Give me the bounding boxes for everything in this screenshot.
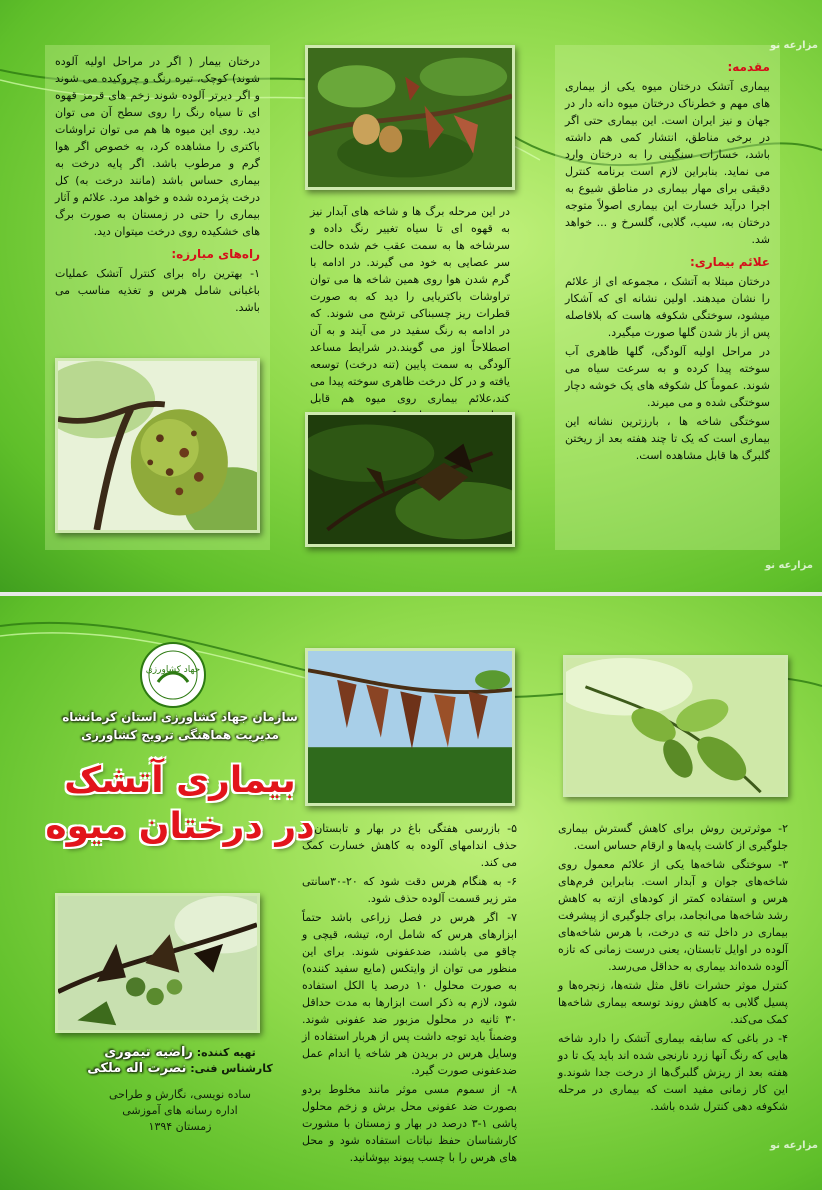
control-step-3: ۳- سوختگی شاخه‌ها یکی از علائم معمول روی شاخه‌های جوان و آبدار است. بنابراین فرم‌های هرس و استفاده کمتر از کودهای ازته به کاهش رشد شاخه‌ها می‌انجامد، برای جلوگیری از پیشرفت بیماری در داخل تنه ی درخت، با هرس شاخه‌های آلوده در اوایل تابستان، یعنی درست زمانی که تازه آلوده شده‌اند بیماری به حداقل می‌رسد. bbox=[558, 858, 788, 973]
design-line-3: زمستان ۱۳۹۴ bbox=[148, 1120, 212, 1133]
control-step-2: ۲- موثرترین روش برای کاهش گسترش بیماری جلوگیری از کاشت پایه‌ها و ارقام حساس است. bbox=[558, 822, 788, 852]
young-shoot-photo bbox=[563, 655, 788, 797]
prepared-by-name: راضیه تیموری bbox=[104, 1045, 193, 1060]
title-line-2: در درختان میوه bbox=[45, 806, 315, 847]
brochure-title bbox=[40, 758, 320, 850]
expert-label: کارشناس فنی: bbox=[190, 1062, 273, 1075]
intro-text: بیماری آتشک درختان میوه یکی از بیماری های مهم و خطرناک درختان میوه دانه دار در جهان و نیز ایران است. این بیماری حتی اگر در برخی مناطق، انتشار کمی هم داشته باشد، خسارات سنگینی را به درختان وارد می نماید. بنابراین لازم است برنامه کنترل دقیقی برای مهار بیماری در مناطق شیوع به اجرا درآید خسارت این بیماری اصولاً متوجه درختان به، سیب، گلابی، گلسرخ و ... خواهد شد. bbox=[565, 80, 770, 246]
org-line-2: مدیریت هماهنگی ترویج کشاورزی bbox=[81, 728, 279, 742]
symptoms-paragraph-2: در مراحل اولیه آلودگی، گلها ظاهری آب سوخته پیدا کرده و به سرعت سیاه می شوند. عموماً کل شکوفه های یک خوشه دچار سوختگی شده و می میرند. bbox=[565, 345, 770, 409]
control-steps-right-panel bbox=[548, 812, 798, 1132]
symptoms-paragraph-3: سوختگی شاخه ها ، بارزترین نشانه این بیماری است که یک تا چند هفته بعد از ریختن گلبرگ ها قابل مشاهده است. bbox=[565, 415, 770, 462]
jihad-logo bbox=[138, 640, 208, 710]
title-line-1: بیماری آتشک bbox=[64, 760, 296, 801]
intro-heading: مقدمه: bbox=[727, 60, 770, 74]
control-step-1: ۱- بهترین راه برای کنترل آتشک عملیات باغبانی شامل هرس و تغذیه مناسب می باشد. bbox=[55, 267, 260, 314]
control-step-3-vectors: کنترل موثر حشرات ناقل مثل شته‌ها، زنجره‌ها و پسیل گلابی به کاهش روند توسعه بیماری شاخه‌ها کمک می‌کند. bbox=[558, 979, 788, 1026]
design-line-2: اداره رسانه های آموزشی bbox=[122, 1104, 238, 1117]
spotted-fruit-photo bbox=[55, 358, 260, 533]
symptoms-paragraph-1: درختان مبتلا به آتشک ، مجموعه ای از علائم را نشان میدهند. اولین نشانه ای که آشکار میشود، سوختگی شکوفه هاست که بلافاصله پس از باز شدن گلها صورت میگیرد. bbox=[565, 275, 770, 339]
prepared-by-row bbox=[60, 1045, 300, 1061]
blighted-branch-photo bbox=[305, 648, 515, 806]
fruit-damage-text: درختان بیمار ( اگر در مراحل اولیه آلوده شوند) کوچک، تیره رنگ و چروکیده می شوند و اگر دیرتر آلوده شوند زخم های قرمز قهوه ای تا سیاه رنگ را روی سطح آن می توان دید. روی این میوه ها هم می توان تراوشات باکتری را مشاهده کرد، به خصوص اگر هوا گرم و مرطوب باشد. اگر پایه درخت به بیماری حساس باشد (مانند درخت به) کل درخت پژمرده شده و خواهد مرد. علائم و آثار بیماری را حتی در زمستان به صورت برگ های خشکیده روی درخت میتوان دید. bbox=[55, 55, 260, 238]
control-step-4: ۴- در باغی که سابقه بیماری آتشک را دارد شاخه هایی که رنگ آنها زرد نارنجی شده اند باید یک تا دو هفته بعد از ریزش گلبرگ‌ها از درخت جدا شوند.و این کار زمانی مفید است که بیماری در مرحله شکوفه دهی کنترل شده باشد. bbox=[558, 1032, 788, 1113]
symptoms-heading: علائم بیماری: bbox=[689, 255, 770, 269]
middle-symptoms-text: در این مرحله برگ ها و شاخه های آبدار نیز به قهوه ای تا سیاه تغییر رنگ داده و سرشاخه ها به سمت عقب خم شده حالت سر عصایی به خود می گیرند. در ادامه با گرم شدن هوا روی همین شاخه ها می توان تراوشات باکتریایی را دید که به صورت قطرات ریز چسبناکی ترشح می شوند. که در ادامه به رنگ سفید در می آیند و به آن اصطلاحاً اوز می گویند.در شرایط مساعد آلودگی به سمت پایین (تنه درخت) توسعه یافته و در کل درخت ظاهری سوخته پیدا می کند،علائم بیماری روی میوه هم قابل bbox=[310, 205, 510, 405]
control-step-5: ۵- بازرسی هفتگی باغ در بهار و تابستان و حذف اندامهای آلوده به کاهش خسارت کمک می کند. bbox=[302, 822, 517, 869]
watermark-bottom-right: مزارعه نو bbox=[765, 560, 813, 571]
infected-fruit-branch-photo bbox=[305, 45, 515, 190]
control-step-6: ۶- به هنگام هرس دقت شود که ۲۰-۳۰سانتی متر زیر قسمت آلوده حذف شود. bbox=[302, 875, 517, 905]
control-steps-middle-panel bbox=[292, 812, 527, 1164]
prepared-by-label: تهیه کننده: bbox=[196, 1046, 256, 1059]
burnt-shoot-photo bbox=[305, 412, 515, 547]
expert-row bbox=[60, 1061, 300, 1077]
control-step-8: ۸- از سموم مسی موثر مانند مخلوط بردو بصورت ضد عفونی محل برش و زخم محلول پاشی ۱-۳ درصد در بهار و زمستان با مشورت کارشناسان حفظ نباتات استفاده شود و محل های هرس را با چسب پیوند بپوشانید. bbox=[302, 1083, 517, 1164]
cover-blighted-fruit-photo bbox=[55, 893, 260, 1033]
logo-text: جهاد کشاورزی bbox=[145, 665, 201, 675]
control-step-7: ۷- اگر هرس در فصل زراعی باشد حتماً ابزارهای هرس که شامل اره، تیشه، قیچی و چاقو می باشند، ضدعفونی شوند. برای این منظور می توان از وایتکس (مایع سفید کننده) به صورت محلول ۱۰ درصد یا الکل استفاده شود، لازم به ذکر است ابزارها به مدت حداقل ۳۰ ثانیه در محلول مزبور ضد عفونی شوند. وضمناً باید توجه داشت پس از هربار استفاده از وسایل هرس در بریدن هر شاخه یا اندام عمل ضدعفونی صورت گیرد. bbox=[302, 911, 517, 1077]
control-heading: راه‌های مبارزه: bbox=[171, 247, 260, 261]
watermark-bottom: مزارعه نو bbox=[770, 1140, 818, 1151]
intro-symptoms-panel bbox=[555, 45, 780, 550]
expert-name: نصرت اله ملکی bbox=[87, 1061, 187, 1076]
organization-name bbox=[50, 708, 310, 744]
watermark-top-right: مزارعه نو bbox=[770, 40, 818, 51]
fruit-symptoms-panel bbox=[300, 195, 520, 405]
design-line-1: ساده نویسی، نگارش و طراحی bbox=[109, 1088, 251, 1101]
credits bbox=[60, 1045, 300, 1135]
org-line-1: سازمان جهاد کشاورزی استان کرمانشاه bbox=[62, 710, 298, 724]
